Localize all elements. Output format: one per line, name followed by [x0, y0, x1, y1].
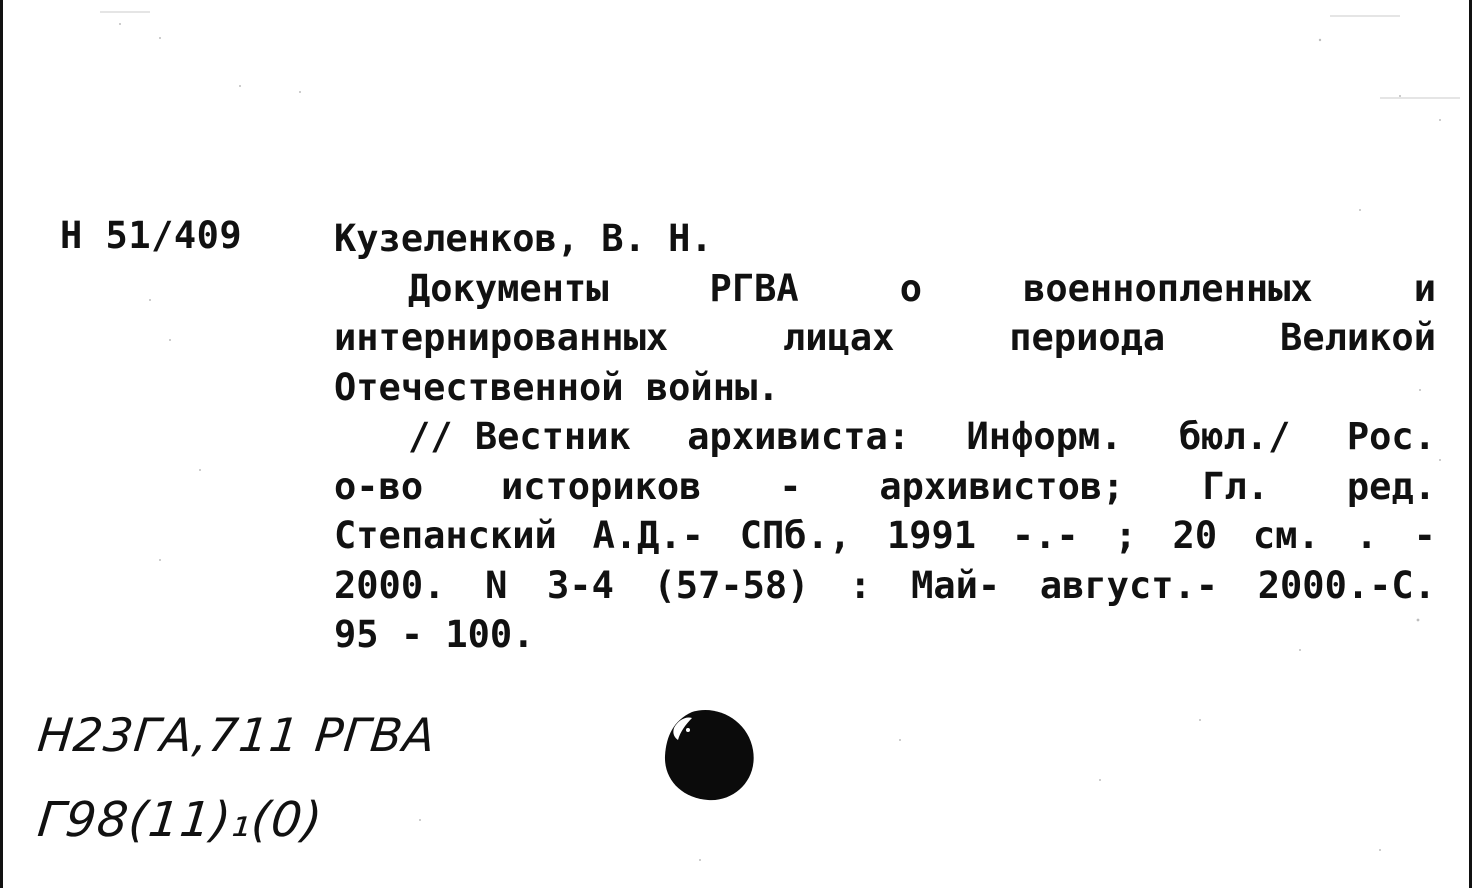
source-line-4: 2000. N 3-4 (57-58) : Май- август.- 2000.-С.: [334, 563, 1436, 607]
author-line: Кузеленков, В. Н.: [334, 217, 713, 260]
title-line-3: Отечественной войны.: [334, 365, 780, 409]
handwritten-classification: Н23ГА,711 РГВА: [35, 708, 439, 762]
bibliographic-entry: [334, 214, 1436, 660]
shelfmark: Н 51/409: [60, 214, 243, 257]
source-line-1: // Вестник архивиста: Информ. бюл./ Рос.: [408, 415, 1436, 458]
card-left-edge: [0, 0, 3, 888]
punch-hole-icon: [662, 706, 756, 802]
title-line-2: интернированных лицах периода Великой: [334, 316, 1436, 359]
handwritten-index: Г98(11)₁(0): [35, 792, 326, 848]
source-line-5: 95 - 100.: [334, 613, 535, 656]
title-line-1: Документы РГВА о военнопленных и: [408, 266, 1436, 310]
source-line-2: о-во историков - архивистов; Гл. ред.: [334, 464, 1436, 508]
source-line-3: Степанский А.Д.- СПб., 1991 -.- ; 20 см. . -: [334, 514, 1436, 557]
